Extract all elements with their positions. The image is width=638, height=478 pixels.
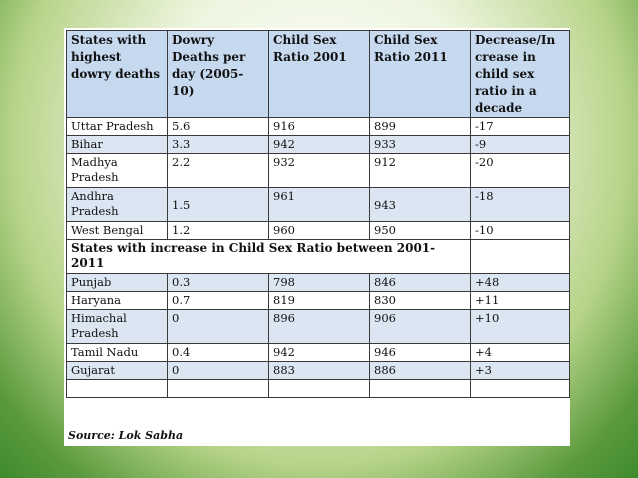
cell-change: -9 xyxy=(471,136,570,154)
table-subheader-row xyxy=(67,240,570,274)
cell-csr-2001: 916 xyxy=(269,118,370,136)
empty-cell xyxy=(471,380,570,398)
table-row xyxy=(67,310,570,344)
table-row xyxy=(67,274,570,292)
cell-csr-2001: 961 xyxy=(269,188,370,222)
cell-csr-2001: 942 xyxy=(269,344,370,362)
header-cell-csr-2001: Child Sex Ratio 2001 xyxy=(269,31,370,118)
cell-dowry-deaths: 0 xyxy=(168,362,269,380)
cell-csr-2001: 883 xyxy=(269,362,370,380)
header-cell-csr-2011: Child Sex Ratio 2011 xyxy=(370,31,471,118)
subheader-cell: States with increase in Child Sex Ratio between 2001-2011 xyxy=(67,240,471,274)
cell-change: -10 xyxy=(471,222,570,240)
cell-state: Uttar Pradesh xyxy=(67,118,168,136)
table-row xyxy=(67,136,570,154)
cell-csr-2011: 899 xyxy=(370,118,471,136)
cell-dowry-deaths: 3.3 xyxy=(168,136,269,154)
cell-change: +10 xyxy=(471,310,570,344)
cell-csr-2011: 946 xyxy=(370,344,471,362)
cell-csr-2011: 912 xyxy=(370,154,471,188)
table-row xyxy=(67,188,570,222)
empty-cell xyxy=(370,380,471,398)
cell-change: +48 xyxy=(471,274,570,292)
table-row xyxy=(67,154,570,188)
header-cell-change: Decrease/In crease in child sex ratio in a decade xyxy=(471,31,570,118)
cell-dowry-deaths: 0.4 xyxy=(168,344,269,362)
cell-dowry-deaths: 5.6 xyxy=(168,118,269,136)
cell-change: +11 xyxy=(471,292,570,310)
table-empty-row xyxy=(67,380,570,398)
cell-dowry-deaths: 2.2 xyxy=(168,154,269,188)
cell-change: +4 xyxy=(471,344,570,362)
cell-csr-2011: 886 xyxy=(370,362,471,380)
cell-csr-2001: 819 xyxy=(269,292,370,310)
source-note: Source: Lok Sabha xyxy=(68,429,184,442)
cell-csr-2011: 933 xyxy=(370,136,471,154)
empty-cell xyxy=(168,380,269,398)
cell-change: -20 xyxy=(471,154,570,188)
cell-csr-2011: 950 xyxy=(370,222,471,240)
cell-csr-2011: 846 xyxy=(370,274,471,292)
cell-csr-2011: 830 xyxy=(370,292,471,310)
cell-state: Punjab xyxy=(67,274,168,292)
cell-csr-2001: 896 xyxy=(269,310,370,344)
table-row xyxy=(67,118,570,136)
cell-dowry-deaths: 0 xyxy=(168,310,269,344)
cell-state: Bihar xyxy=(67,136,168,154)
empty-cell xyxy=(67,380,168,398)
header-cell-dowry-deaths: Dowry Deaths per day (2005-10) xyxy=(168,31,269,118)
cell-dowry-deaths: 0.7 xyxy=(168,292,269,310)
cell-csr-2001: 798 xyxy=(269,274,370,292)
cell-state: Haryana xyxy=(67,292,168,310)
cell-csr-2011: 943 xyxy=(370,188,471,222)
slide-content xyxy=(64,28,570,446)
cell-state: Tamil Nadu xyxy=(67,344,168,362)
cell-dowry-deaths: 1.5 xyxy=(168,188,269,222)
cell-state: Madhya Pradesh xyxy=(67,154,168,188)
cell-change: -18 xyxy=(471,188,570,222)
cell-change: -17 xyxy=(471,118,570,136)
cell-csr-2001: 942 xyxy=(269,136,370,154)
cell-state: Himachal Pradesh xyxy=(67,310,168,344)
empty-cell xyxy=(269,380,370,398)
header-cell-state: States with highest dowry deaths xyxy=(67,31,168,118)
dowry-sex-ratio-table xyxy=(66,30,570,398)
cell-state: Gujarat xyxy=(67,362,168,380)
cell-csr-2001: 932 xyxy=(269,154,370,188)
subheader-empty-cell xyxy=(471,240,570,274)
table-row xyxy=(67,222,570,240)
cell-csr-2001: 960 xyxy=(269,222,370,240)
cell-state: West Bengal xyxy=(67,222,168,240)
cell-dowry-deaths: 1.2 xyxy=(168,222,269,240)
cell-change: +3 xyxy=(471,362,570,380)
cell-dowry-deaths: 0.3 xyxy=(168,274,269,292)
cell-csr-2011: 906 xyxy=(370,310,471,344)
cell-state: Andhra Pradesh xyxy=(67,188,168,222)
table-header-row xyxy=(67,31,570,118)
table-row xyxy=(67,344,570,362)
table-row xyxy=(67,362,570,380)
table-row xyxy=(67,292,570,310)
